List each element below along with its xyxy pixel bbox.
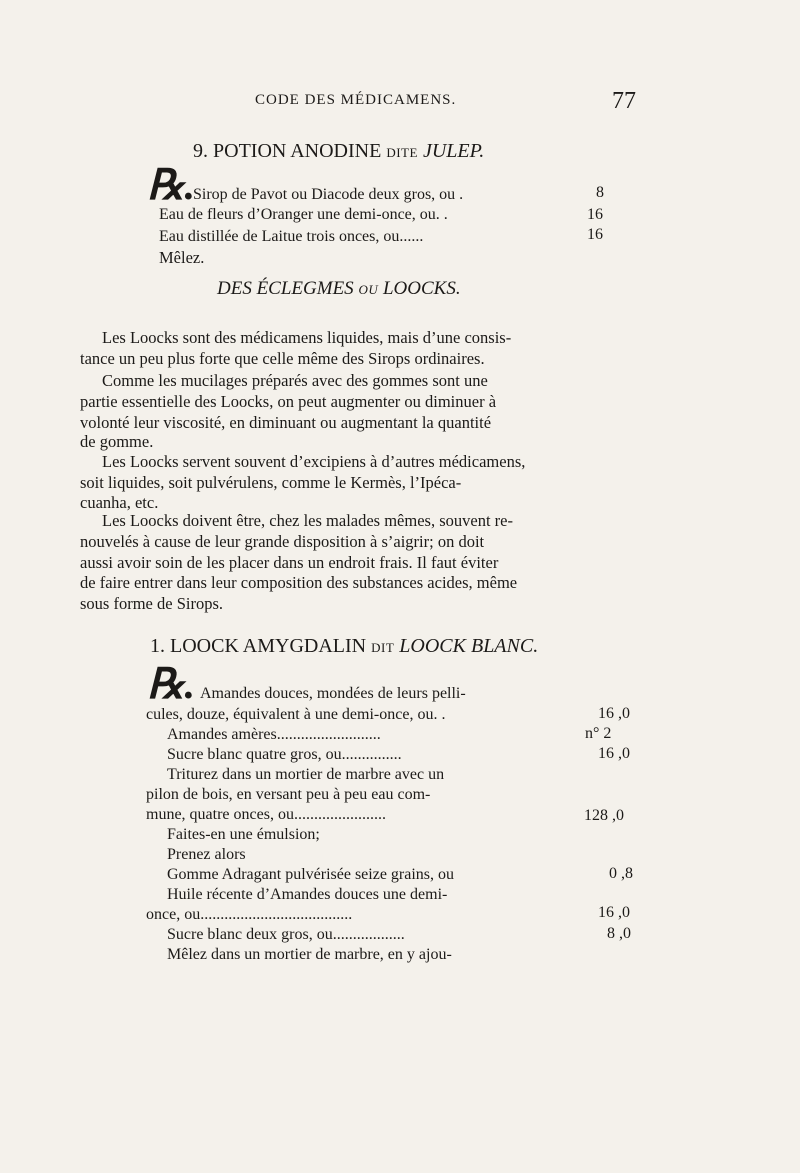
ingredient-line: Huile récente d’Amandes douces une demi- (167, 886, 448, 903)
running-head (0, 88, 800, 122)
ingredient-quantity: 16 ,0 (598, 745, 630, 762)
paragraph-line: soit liquides, soit pulvérulens, comme le Kermès, l’Ipéca- (80, 473, 462, 492)
ingredient-quantity: n° 2 (585, 725, 612, 742)
ingredient-line: pilon de bois, en versant peu à peu eau com- (146, 786, 431, 803)
ingredient-line: Triturez dans un mortier de marbre avec un (167, 766, 445, 783)
heading-eclegmes-part2: LOOCKS. (382, 278, 461, 299)
paragraph-line: nouvelés à cause de leur grande disposition à s’aigrir; on doit (80, 532, 485, 551)
paragraph-line: Les Loocks sont des médicamens liquides, mais d’une consis- (102, 328, 512, 347)
paragraph-line: de faire entrer dans leur composition des substances acides, même (80, 573, 518, 592)
ingredient-quantity: 0 ,8 (609, 865, 633, 882)
ingredient-line: mune, quatre onces, ou....................... (146, 806, 386, 823)
ingredient-line: Faites-en une émulsion; (167, 826, 320, 843)
ingredient-line: once, ou...................................... (146, 906, 353, 923)
ingredient-quantity: 16 (587, 226, 603, 243)
paragraph-line: tance un peu plus forte que celle même des Sirops ordinaires. (80, 349, 485, 368)
ingredient-line: Sirop de Pavot ou Diacode deux gros, ou . (193, 186, 464, 203)
heading-eclegmes-ou: OU (358, 282, 379, 297)
ingredient-line: Amandes douces, mondées de leurs pelli- (200, 685, 466, 702)
ingredient-quantity: 128 ,0 (584, 807, 624, 824)
paragraph-line: volonté leur viscosité, en diminuant ou augmentant la quantité (80, 413, 492, 432)
section-heading-loock (150, 635, 538, 658)
running-title: CODE DES MÉDICAMENS. (255, 92, 457, 108)
ingredient-quantity: 8 (596, 184, 604, 201)
section-heading-potion (193, 140, 484, 163)
heading-loock-dit: DIT (371, 640, 395, 655)
paragraph-line: Comme les mucilages préparés avec des gommes sont une (102, 371, 488, 390)
instruction-line: Mêlez. (159, 248, 205, 267)
paragraph-line: Les Loocks doivent être, chez les malades mêmes, souvent re- (102, 511, 513, 530)
ingredient-quantity: 16 ,0 (598, 705, 630, 722)
ingredient-line: Sucre blanc quatre gros, ou............... (167, 746, 402, 763)
ingredient-line: Eau distillée de Laitue trois onces, ou...... (159, 228, 424, 245)
paragraph-line: de gomme. (80, 432, 154, 451)
paragraph-line: sous forme de Sirops. (80, 594, 223, 613)
ingredient-line: Eau de fleurs d’Oranger une demi-once, ou. . (159, 206, 448, 223)
heading-potion-prefix: 9. POTION ANODINE (193, 140, 382, 162)
heading-eclegmes-part1: DES ÉCLEGMES (217, 278, 354, 299)
ingredient-quantity: 16 ,0 (598, 904, 630, 921)
ingredient-quantity: 16 (587, 206, 603, 223)
paragraph-line: aussi avoir soin de les placer dans un endroit frais. Il faut éviter (80, 553, 499, 572)
section-heading-eclegmes (217, 278, 461, 300)
recipe-symbol: ℞. (147, 163, 196, 209)
heading-potion-name: JULEP. (422, 140, 485, 162)
heading-loock-name: LOOCK BLANC. (399, 635, 539, 657)
recipe-symbol: ℞. (147, 662, 196, 708)
paragraph-line: partie essentielle des Loocks, on peut augmenter ou diminuer à (80, 392, 497, 411)
heading-potion-dite: DITE (386, 145, 418, 160)
ingredient-line: Mêlez dans un mortier de marbre, en y ajou- (167, 946, 452, 963)
ingredient-line: Amandes amères.......................... (167, 726, 381, 743)
paragraph-line: cuanha, etc. (80, 493, 159, 512)
heading-loock-prefix: 1. LOOCK AMYGDALIN (150, 635, 367, 657)
ingredient-quantity: 8 ,0 (607, 925, 631, 942)
ingredient-line: Sucre blanc deux gros, ou.................. (167, 926, 405, 943)
paragraph-line: Les Loocks servent souvent d’excipiens à d’autres médicamens, (102, 452, 526, 471)
page-number: 77 (612, 88, 636, 114)
ingredient-line: cules, douze, équivalent à une demi-once, ou. . (146, 706, 446, 723)
ingredient-line: Gomme Adragant pulvérisée seize grains, ou (167, 866, 455, 883)
ingredient-line: Prenez alors (167, 846, 246, 863)
